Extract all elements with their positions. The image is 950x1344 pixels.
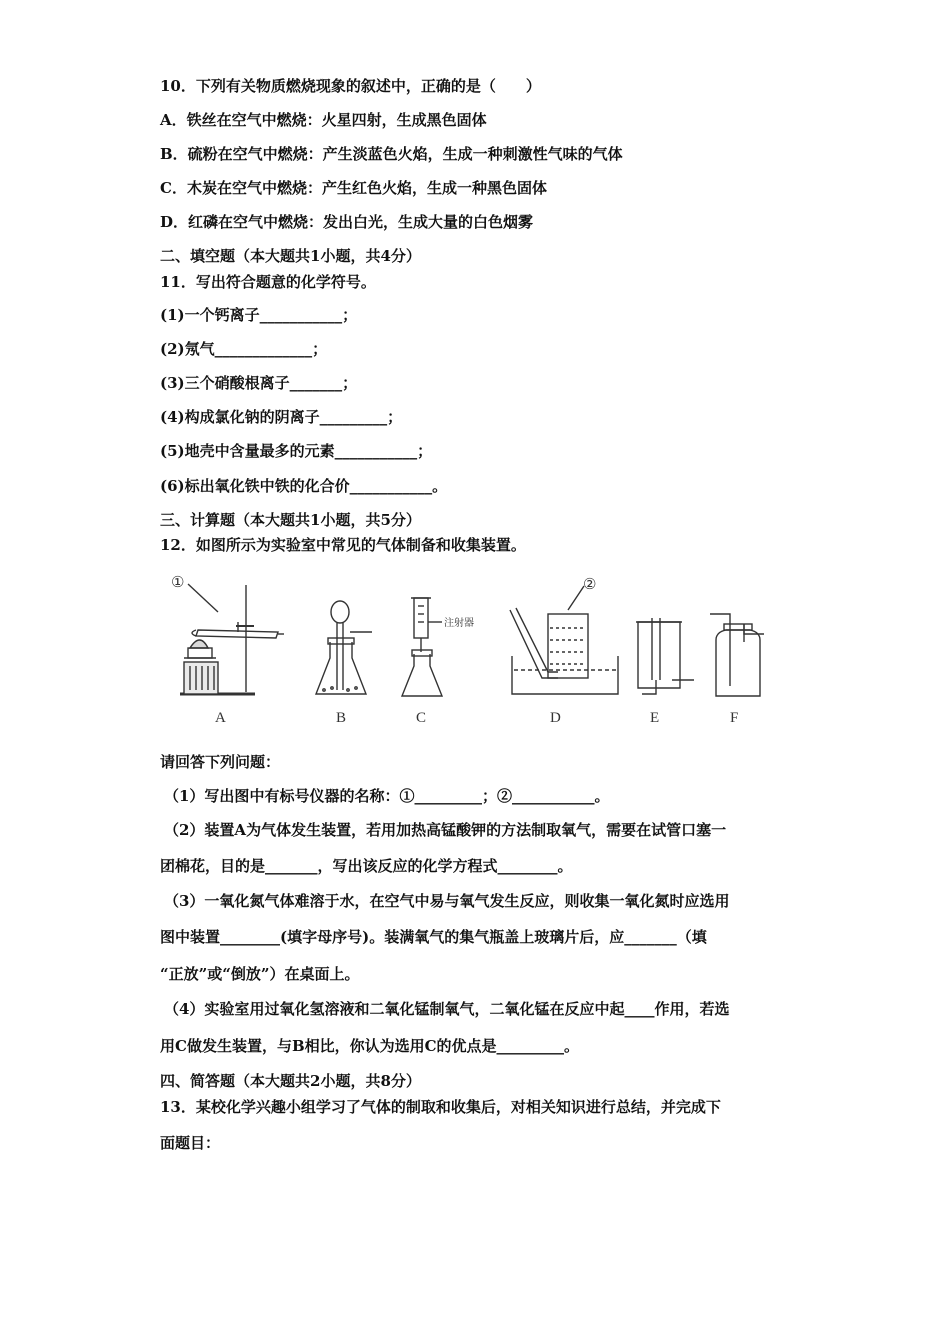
apparatus-f xyxy=(710,614,764,726)
apparatus-c xyxy=(402,598,474,726)
apparatus-e xyxy=(636,618,694,726)
apparatus-a xyxy=(171,575,284,726)
q12-line-5: 图中装置________(填字母序号)。装满氧气的集气瓶盖上玻璃片后，应_______（填 xyxy=(160,928,707,946)
q11-item-3: (3)三个硝酸根离子_______； xyxy=(160,374,358,392)
label-a: A xyxy=(215,710,226,726)
label-c: C xyxy=(416,710,427,726)
section-heading-calculation: 三、计算题（本大题共1小题，共5分） xyxy=(160,511,421,529)
q12-line-4: （3）一氧化氮气体难溶于水，在空气中易与氧气发生反应，则收集一氧化氮时应选用 xyxy=(164,892,730,910)
marker-2: ② xyxy=(583,577,597,593)
section-heading-short-answer: 四、简答题（本大题共2小题，共8分） xyxy=(160,1072,421,1090)
apparatus-d xyxy=(510,577,618,726)
q11-stem: 11．写出符合题意的化学符号。 xyxy=(160,273,376,291)
q10-stem: 10．下列有关物质燃烧现象的叙述中，正确的是（ ） xyxy=(160,77,541,95)
q12-line-2: （2）装置A为气体发生装置，若用加热高锰酸钾的方法制取氧气，需要在试管口塞一 xyxy=(164,821,727,839)
q13-line-1: 13．某校化学兴趣小组学习了气体的制取和收集后，对相关知识进行总结，并完成下 xyxy=(160,1098,721,1116)
q11-item-5: (5)地壳中含量最多的元素___________； xyxy=(160,442,433,460)
q12-line-3: 团棉花，目的是_______，写出该反应的化学方程式________。 xyxy=(160,857,573,875)
label-e: E xyxy=(650,710,660,726)
q13-line-2: 面题目： xyxy=(160,1134,221,1152)
q12-line-8: 用C做发生装置，与B相比，你认为选用C的优点是_________。 xyxy=(160,1037,580,1055)
q12-line-1: （1）写出图中有标号仪器的名称：①_________；②___________。 xyxy=(164,787,610,805)
q12-stem: 12．如图所示为实验室中常见的气体制备和收集装置。 xyxy=(160,536,526,554)
q12-line-7: （4）实验室用过氧化氢溶液和二氧化锰制氧气，二氧化锰在反应中起____作用，若选 xyxy=(164,1000,730,1018)
marker-1: ① xyxy=(171,575,185,591)
label-d: D xyxy=(550,710,561,726)
q12-prompt: 请回答下列问题： xyxy=(160,753,281,771)
q10-option-c: C．木炭在空气中燃烧：产生红色火焰，生成一种黑色固体 xyxy=(160,179,547,197)
apparatus-figure xyxy=(160,570,800,730)
apparatus-b xyxy=(316,601,372,726)
syringe-label: 注射器 xyxy=(444,618,474,629)
q11-item-1: (1)一个钙离子___________； xyxy=(160,306,358,324)
label-f: F xyxy=(730,710,739,726)
q11-item-2: (2)氖气_____________； xyxy=(160,340,328,358)
q12-line-6: “正放”或“倒放”）在桌面上。 xyxy=(160,965,360,983)
q10-option-b: B．硫粉在空气中燃烧：产生淡蓝色火焰，生成一种刺激性气味的气体 xyxy=(160,145,623,163)
q10-option-a: A．铁丝在空气中燃烧：火星四射，生成黑色固体 xyxy=(160,111,487,129)
q10-option-d: D．红磷在空气中燃烧：发出白光，生成大量的白色烟雾 xyxy=(160,213,534,231)
label-b: B xyxy=(336,710,347,726)
q11-item-4: (4)构成氯化钠的阴离子_________； xyxy=(160,408,403,426)
section-heading-fill-in: 二、填空题（本大题共1小题，共4分） xyxy=(160,247,421,265)
q11-item-6: (6)标出氧化铁中铁的化合价___________。 xyxy=(160,477,448,495)
